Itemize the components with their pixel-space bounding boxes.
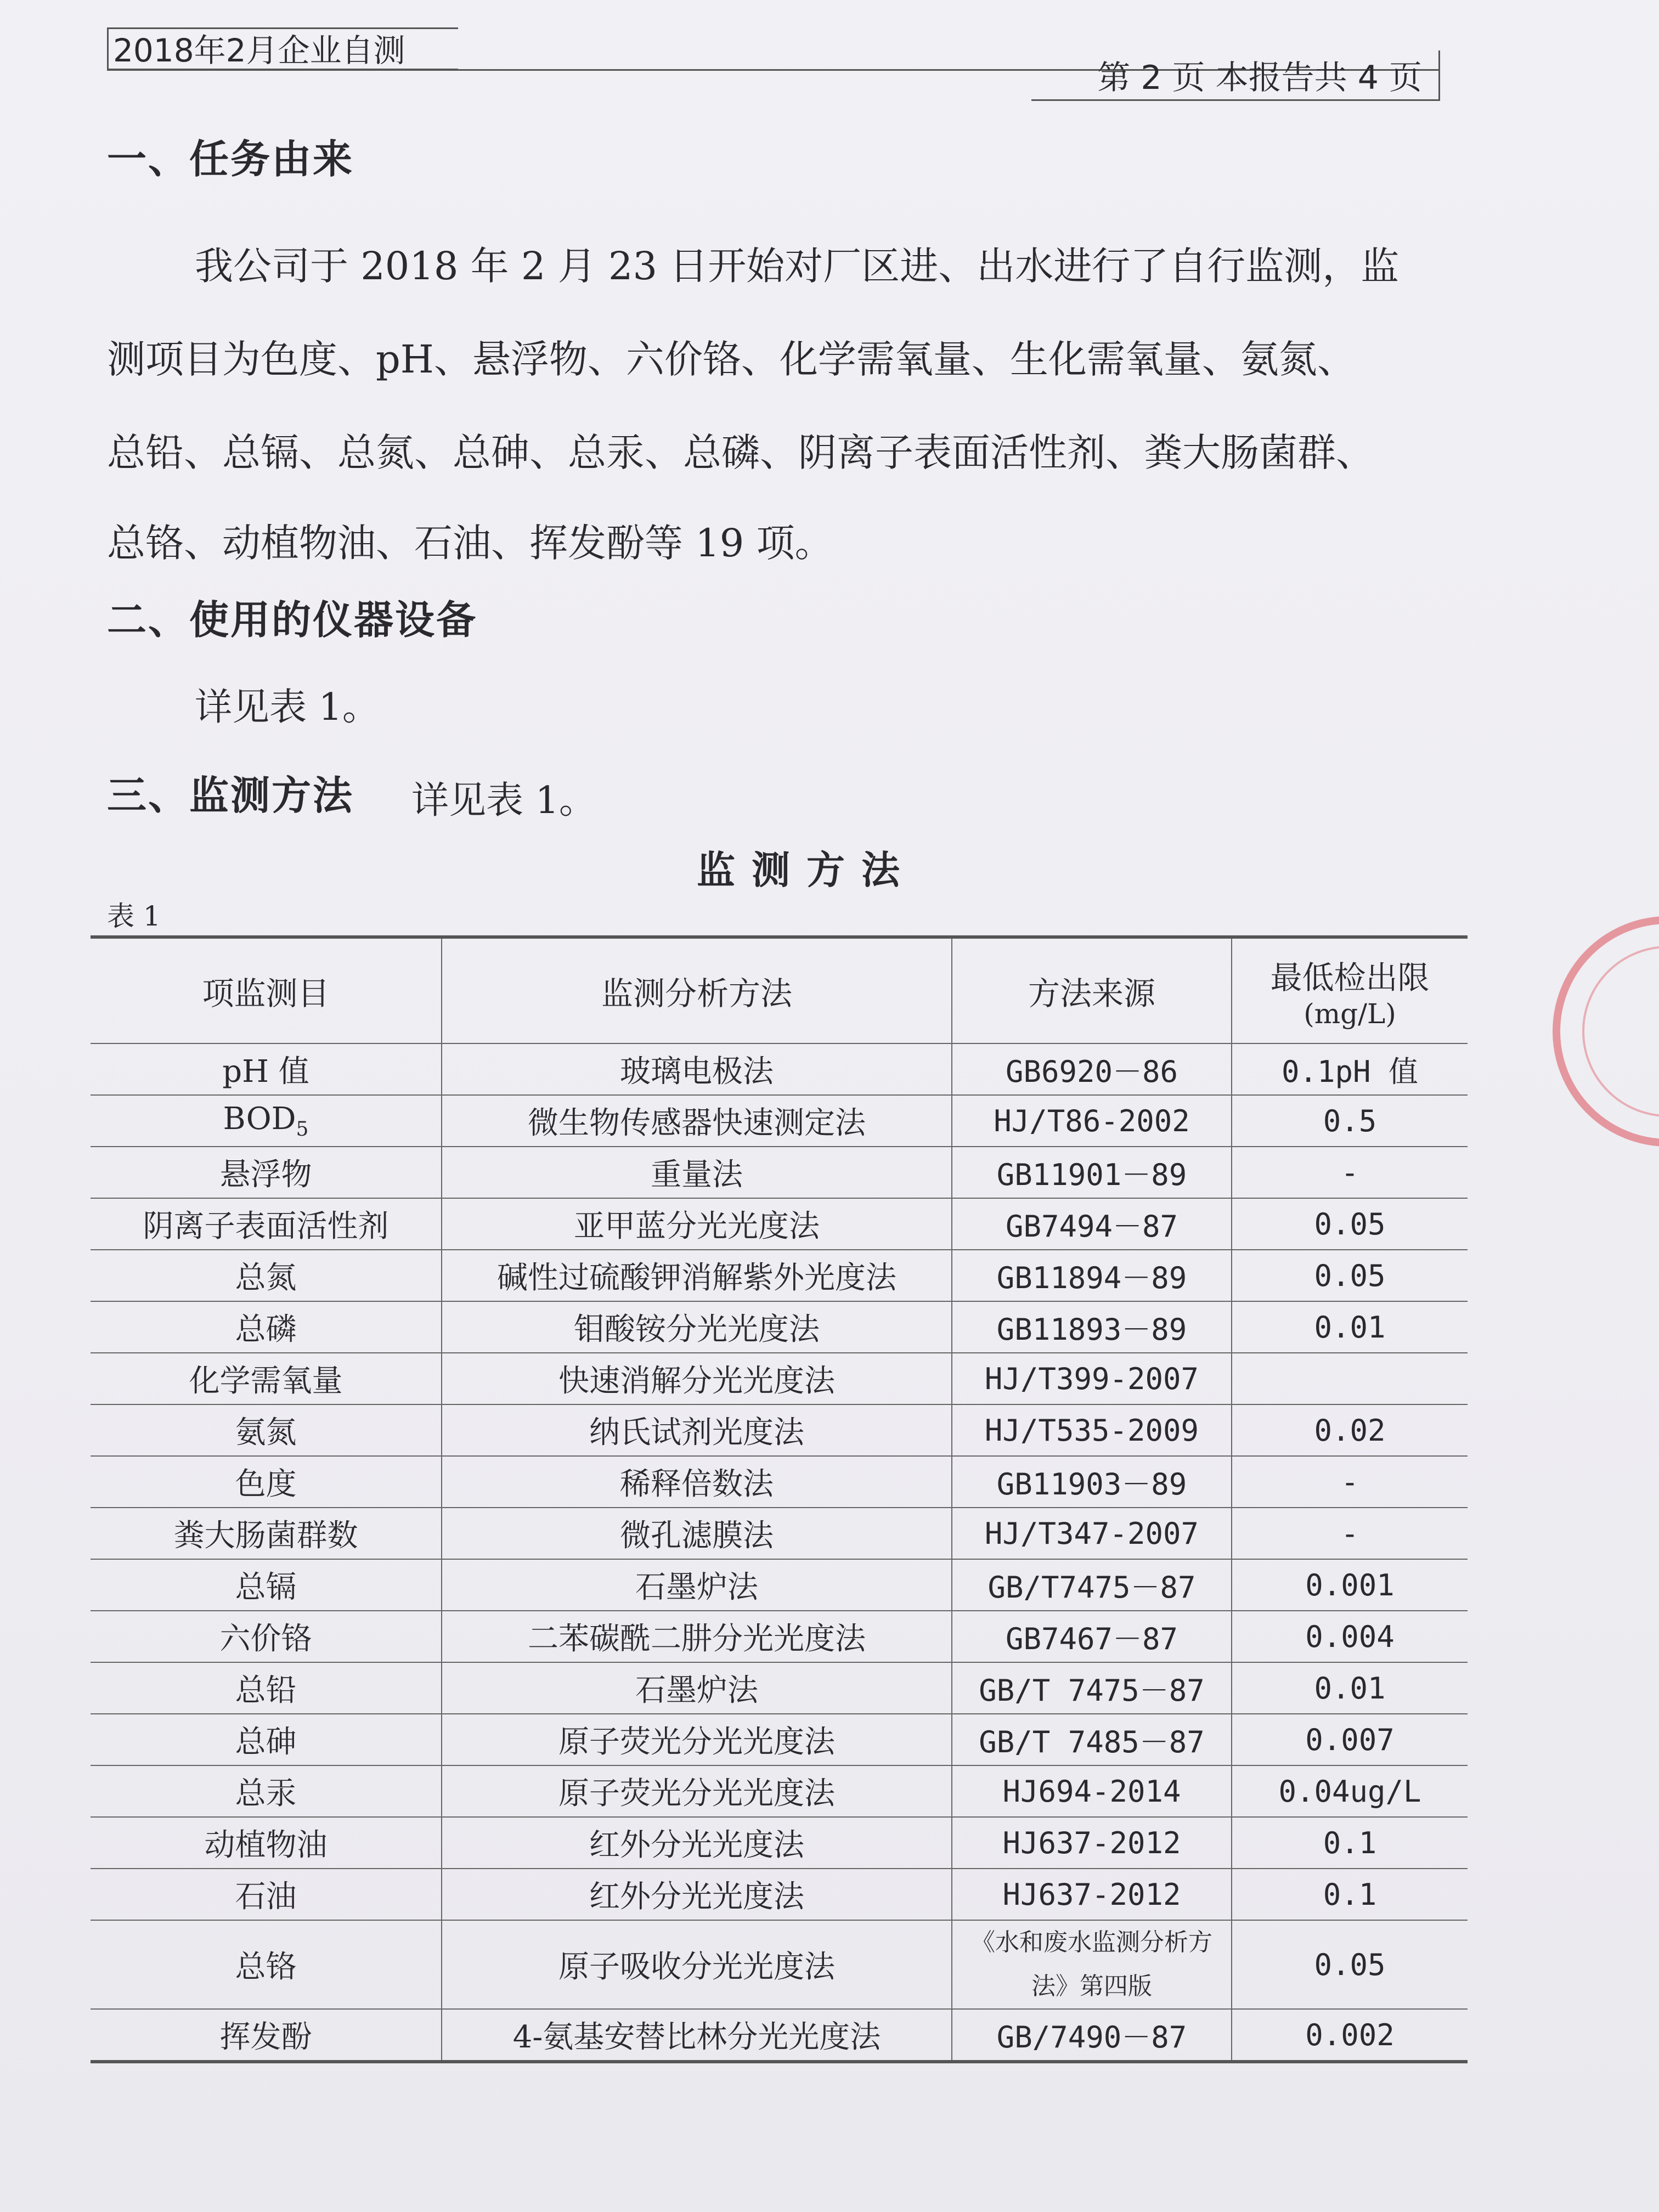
cell-source: 《水和废水监测分析方法》第四版 xyxy=(952,1920,1232,2009)
cell-source: HJ/T347-2007 xyxy=(952,1508,1232,1559)
header-limit-label: 最低检出限 xyxy=(1270,959,1430,996)
seal-inner-ring xyxy=(1582,946,1659,1117)
table-row xyxy=(91,1198,1468,1250)
table-row xyxy=(91,1714,1468,1765)
table-row xyxy=(91,1043,1468,1095)
cell-source: GB11893－89 xyxy=(952,1301,1232,1353)
cell-source: GB7494－87 xyxy=(952,1198,1232,1250)
cell-method: 二苯碳酰二肼分光光度法 xyxy=(442,1611,952,1662)
cell-item: 悬浮物 xyxy=(91,1147,442,1198)
section3-body: 详见表 1。 xyxy=(411,779,596,822)
table-number: 表 1 xyxy=(107,900,161,932)
cell-limit: 0.02 xyxy=(1232,1404,1468,1456)
bod-label: BOD xyxy=(223,1101,296,1137)
company-seal-stamp xyxy=(1553,916,1659,1147)
cell-item: 动植物油 xyxy=(91,1817,442,1869)
cell-item: 挥发酚 xyxy=(91,2009,442,2062)
cell-method: 重量法 xyxy=(442,1147,952,1198)
cell-limit: 0.05 xyxy=(1232,1198,1468,1250)
cell-item: 化学需氧量 xyxy=(91,1353,442,1404)
cell-method: 4-氨基安替比林分光光度法 xyxy=(442,2009,952,2062)
cell-source: HJ637-2012 xyxy=(952,1817,1232,1869)
table-row xyxy=(91,1869,1468,1920)
cell-source: GB/T 7485－87 xyxy=(952,1714,1232,1765)
table-caption: 监测方法 xyxy=(697,848,916,893)
cell-method: 石墨炉法 xyxy=(442,1559,952,1611)
cell-limit: - xyxy=(1232,1147,1468,1198)
table-row xyxy=(91,1456,1468,1508)
header-page-info: 第 2 页 本报告共 4 页 xyxy=(1031,50,1440,101)
cell-item: pH 值 xyxy=(91,1043,442,1095)
cell-limit: 0.05 xyxy=(1232,1920,1468,2009)
table-header-row xyxy=(91,937,1468,1043)
table-row xyxy=(91,1559,1468,1611)
table-row xyxy=(91,1147,1468,1198)
cell-method: 钼酸铵分光光度法 xyxy=(442,1301,952,1353)
cell-limit: 0.1pH 值 xyxy=(1232,1043,1468,1095)
cell-item: 氨氮 xyxy=(91,1404,442,1456)
cell-method: 亚甲蓝分光光度法 xyxy=(442,1198,952,1250)
monitoring-methods-table xyxy=(91,935,1468,2063)
cell-method: 原子荧光分光光度法 xyxy=(442,1765,952,1817)
table-row xyxy=(91,1508,1468,1559)
section2-title: 二、使用的仪器设备 xyxy=(107,597,478,643)
cell-limit xyxy=(1232,1353,1468,1404)
cell-method: 稀释倍数法 xyxy=(442,1456,952,1508)
header-detection-limit xyxy=(1232,937,1468,1043)
cell-item: 色度 xyxy=(91,1456,442,1508)
cell-source: GB11894－89 xyxy=(952,1250,1232,1301)
table-row xyxy=(91,1095,1468,1147)
cell-item: 总砷 xyxy=(91,1714,442,1765)
cell-limit: 0.5 xyxy=(1232,1095,1468,1147)
cell-source: HJ/T86-2002 xyxy=(952,1095,1232,1147)
table-row xyxy=(91,1250,1468,1301)
table-row xyxy=(91,1301,1468,1353)
table-row xyxy=(91,1817,1468,1869)
cell-method: 原子吸收分光光度法 xyxy=(442,1920,952,2009)
cell-method: 原子荧光分光光度法 xyxy=(442,1714,952,1765)
cell-method: 红外分光光度法 xyxy=(442,1817,952,1869)
cell-limit: - xyxy=(1232,1508,1468,1559)
cell-method: 微生物传感器快速测定法 xyxy=(442,1095,952,1147)
cell-limit: 0.004 xyxy=(1232,1611,1468,1662)
section1-line2: 测项目为色度、pH、悬浮物、六价铬、化学需氧量、生化需氧量、氨氮、 xyxy=(107,337,1356,382)
cell-source: GB/7490－87 xyxy=(952,2009,1232,2062)
cell-limit: 0.04ug/L xyxy=(1232,1765,1468,1817)
section1-line4: 总铬、动植物油、石油、挥发酚等 19 项。 xyxy=(107,521,833,566)
header-method: 监测分析方法 xyxy=(442,937,952,1043)
cell-limit: 0.1 xyxy=(1232,1869,1468,1920)
cell-item: 总铬 xyxy=(91,1920,442,2009)
cell-method: 纳氏试剂光度法 xyxy=(442,1404,952,1456)
header-source: 方法来源 xyxy=(952,937,1232,1043)
cell-method: 快速消解分光光度法 xyxy=(442,1353,952,1404)
cell-item: 总铅 xyxy=(91,1662,442,1714)
header-limit-unit: (mg/L) xyxy=(1304,998,1396,1030)
cell-item: 石油 xyxy=(91,1869,442,1920)
cell-item: 粪大肠菌群数 xyxy=(91,1508,442,1559)
cell-item: 阴离子表面活性剂 xyxy=(91,1198,442,1250)
section1-line3: 总铅、总镉、总氮、总砷、总汞、总磷、阴离子表面活性剂、粪大肠菌群、 xyxy=(107,430,1374,475)
cell-source: GB7467－87 xyxy=(952,1611,1232,1662)
table-row xyxy=(91,1662,1468,1714)
section1-title: 一、任务由来 xyxy=(107,136,354,182)
header-item: 项监测目 xyxy=(91,937,442,1043)
cell-limit: 0.002 xyxy=(1232,2009,1468,2062)
cell-source: HJ/T399-2007 xyxy=(952,1353,1232,1404)
table-row xyxy=(91,1404,1468,1456)
cell-limit: 0.007 xyxy=(1232,1714,1468,1765)
table-row xyxy=(91,1611,1468,1662)
cell-item: 总汞 xyxy=(91,1765,442,1817)
cell-method: 石墨炉法 xyxy=(442,1662,952,1714)
table-row xyxy=(91,1920,1468,2009)
cell-limit: 0.05 xyxy=(1232,1250,1468,1301)
cell-source: HJ637-2012 xyxy=(952,1869,1232,1920)
cell-item: 总镉 xyxy=(91,1559,442,1611)
cell-item: 总氮 xyxy=(91,1250,442,1301)
cell-limit: - xyxy=(1232,1456,1468,1508)
table-row xyxy=(91,1765,1468,1817)
cell-limit: 0.1 xyxy=(1232,1817,1468,1869)
cell-item: 六价铬 xyxy=(91,1611,442,1662)
cell-limit: 0.01 xyxy=(1232,1662,1468,1714)
cell-method: 红外分光光度法 xyxy=(442,1869,952,1920)
section3-title: 三、监测方法 xyxy=(107,772,354,819)
table-row xyxy=(91,1353,1468,1404)
bod-subscript: 5 xyxy=(296,1118,309,1141)
cell-source: GB/T 7475－87 xyxy=(952,1662,1232,1714)
cell-method: 微孔滤膜法 xyxy=(442,1508,952,1559)
cell-source: GB/T7475－87 xyxy=(952,1559,1232,1611)
cell-source: HJ/T535-2009 xyxy=(952,1404,1232,1456)
cell-source: HJ694-2014 xyxy=(952,1765,1232,1817)
cell-source: GB11903－89 xyxy=(952,1456,1232,1508)
table-row xyxy=(91,2009,1468,2062)
cell-source: GB11901－89 xyxy=(952,1147,1232,1198)
cell-limit: 0.001 xyxy=(1232,1559,1468,1611)
cell-limit: 0.01 xyxy=(1232,1301,1468,1353)
cell-method: 玻璃电极法 xyxy=(442,1043,952,1095)
header-date-label: 2018年2月企业自测 xyxy=(107,27,458,70)
cell-method: 碱性过硫酸钾消解紫外光度法 xyxy=(442,1250,952,1301)
cell-item: 总磷 xyxy=(91,1301,442,1353)
cell-item xyxy=(91,1095,442,1147)
cell-source: GB6920－86 xyxy=(952,1043,1232,1095)
section1-line1: 我公司于 2018 年 2 月 23 日开始对厂区进、出水进行了自行监测，监 xyxy=(195,244,1400,289)
section2-body: 详见表 1。 xyxy=(195,686,380,729)
